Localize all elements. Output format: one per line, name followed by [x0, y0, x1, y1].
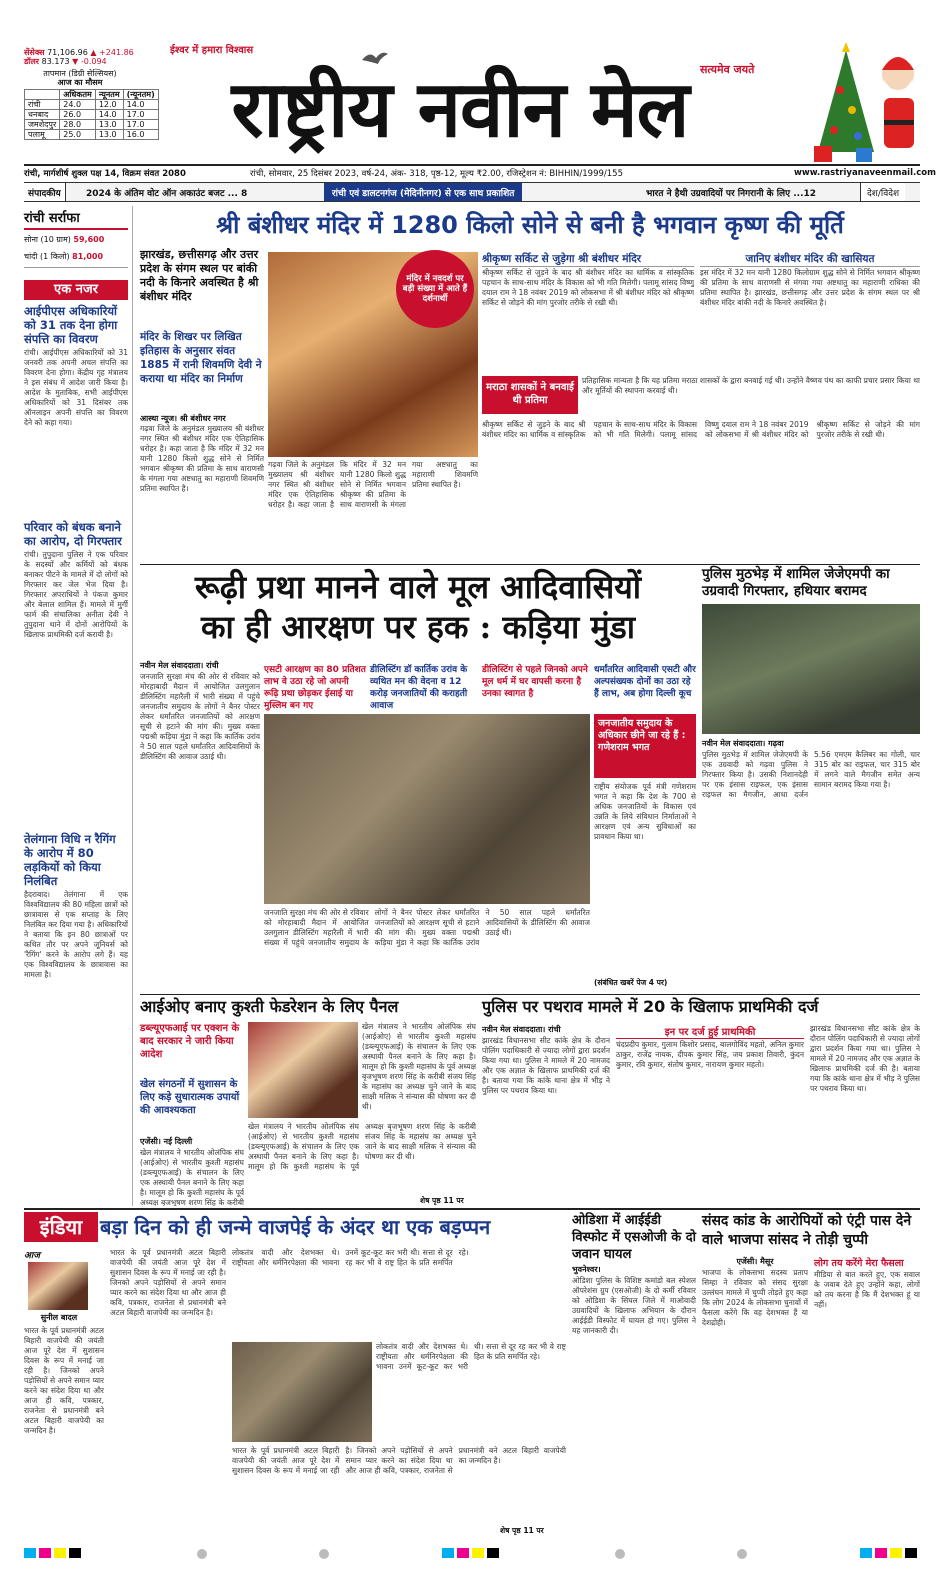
police2-headline: पुलिस पर पथराव मामले में 20 के खिलाफ प्राथमिकी दर्ज — [482, 997, 819, 1016]
brief-3-text: हैदराबाद। तेलंगाना में एक विश्वविद्यालय की 80 महिला छात्रों को छात्रावास से एक सप्ताह के लिए निलंबित कर दिया गया है। अधिकारियों ने बताया कि इन 80 छात्राओं पर कथित तौर पर अपने जूनियर्स को 'रैगिंग' करने के आरोप लगे हैं। यह एक विश्वविद्यालय के छात्रावास का मामला है। — [24, 890, 128, 979]
main2-continued: (संबंधित खबरें पेज 4 पर) — [594, 978, 668, 987]
lead-sub2: जानिए बंशीधर मंदिर की खासियत — [700, 252, 920, 267]
weather-cell: रांची — [25, 100, 60, 110]
dateline-center: रांची, सोमवार, 25 दिसंबर 2023, वर्ष-24, अंक- 318, पृष्ठ-12, मूल्य ₹2.00, रजिस्ट्रेशन नं: BIHHIN/1999/155 — [250, 169, 623, 179]
weather-cell: 17.0 — [123, 120, 158, 130]
author-photo — [28, 1262, 88, 1310]
motto-right: सत्यमेव जयते — [700, 63, 755, 76]
main2-byline: नवीन मेल संवाददाता। रांची — [140, 661, 219, 670]
lead-body-col5: प्रतिहासिक मान्यता है कि यह प्रतिमा मराठा शासकों के द्वारा बनवाई गई थी। उन्होंने वैष्णव पंथ का काफी प्रचार प्रसार किया था और मूर्तियों की स्थापना करवाई थी। — [582, 376, 920, 395]
main2-quote-4: धर्मांतरित आदिवासी एसटी और अल्पसंख्यक दोनों का उठा रहे हैं लाभ, अब होगा दिल्ली कूच — [594, 665, 696, 699]
bottom1-body-col4: भारत के पूर्व प्रधानमंत्री अटल बिहारी वाजपेयी की जयंती आज पूरे देश में सुशासन दिवस के रूप में मनाई जा रही है। जिनको अपने पड़ोसियों से अपने समान प्यार करने का संदेश दिया था और आज ही कवि, पत्रकार, राजनेता से प्रधानमंत्री बने अटल बिहारी वाजपेयी का जन्मदिन है। — [232, 1446, 566, 1475]
bullion-title: रांची सर्राफा — [24, 208, 128, 230]
dollar-value: 83.173 — [41, 57, 70, 66]
sports-headline: आईओए बनाए कुश्ती फेडरेशन के लिए पैनल — [140, 997, 399, 1016]
weather-row — [25, 120, 159, 130]
rally-photo — [264, 714, 590, 904]
gold-label: सोना (10 ग्राम) — [24, 235, 71, 244]
weather-cell: 25.0 — [60, 130, 96, 140]
brief-1 — [24, 304, 128, 498]
main2-body-under-photo: जनजाति सुरक्षा मंच की ओर से रविवार को मोरहाबादी मैदान में आयोजित उलगुलान डीलिस्टिंग महारैली में भारी संख्या में पहुंचे जनजातीय समुदाय के लोगों ने बैनर पोस्टर लेकर धर्मांतरित जनजातियों को आरक्षण सूची से हटाने की मांग की। मुख्य वक्ता पद्मश्री कड़िया मुंडा ने कहा कि कार्तिक उरांव ने 50 साल पहले धर्मांतरित आदिवासियों के डीलिस्टिंग की आवाज उठाई थी। — [264, 908, 590, 947]
police2-body-right: झारखंड विधानसभा सीट कांके क्षेत्र के दौरान पोलिंग पदाधिकारी से ज्यादा लोगों द्वारा प्रदर्शन किया गया था। पुलिस ने मामले में 20 नामजद और एक अज्ञात के खिलाफ प्राथमिकी दर्ज की है। बताया गया कि कांके थाना क्षेत्र में भीड़ ने पुलिस पर पथराव किया था। — [810, 1024, 920, 1093]
bottom1-author-name: सुनील बादल — [40, 1313, 78, 1322]
weather-cell: 24.0 — [60, 100, 96, 110]
temperature-label: तापमान (डिग्री सेल्सियस) — [43, 69, 117, 78]
newspaper-title: राष्ट्रीय नवीन मेल — [231, 64, 689, 155]
weather-header-cell: अधिकतम — [60, 90, 96, 100]
lead-sub3-box — [482, 376, 578, 414]
website: www.rastriyanaveenmail.com — [794, 168, 936, 178]
weather-cell: 28.0 — [60, 120, 96, 130]
sports-deck2: खेल संगठनों में सुशासन के लिए कड़े सुधारात्मक उपायों की आवश्यकता — [140, 1079, 240, 1116]
lead-headline: श्री बंशीधर मंदिर में 1280 किलो सोने से बनी है भगवान कृष्ण की मूर्ति — [216, 211, 844, 239]
weather-cell: 14.0 — [95, 110, 123, 120]
brief-3-headline: तेलंगाना विधि न रैगिंग के आरोप में 80 लड़कियों को किया निलंबित — [24, 832, 116, 888]
section-rule-2 — [140, 994, 920, 995]
weather-cell: धनबाद — [25, 110, 60, 120]
main2-headline-line2: का ही आरक्षण पर हक : कड़िया मुंडा — [200, 608, 636, 646]
ticker-item-right[interactable]: भारत ने हैथी उग्रवादियों पर निगरानी के लिए ...12 — [646, 189, 817, 199]
brief-2 — [24, 520, 128, 820]
bullion-box — [24, 208, 128, 268]
main2-quote-box-text: जनजातीय समुदाय के अधिकार छीने जा रहे हैं : गणेशराम भगत — [598, 718, 686, 753]
lead-deck: झारखंड, छत्तीसगढ़ और उत्तर प्रदेश के संगम स्थल पर बांकी नदी के किनारे अवस्थित है श्री बंशीधर मंदिर — [140, 248, 259, 303]
motto-left: ईश्वर में हमारा विश्वास — [170, 45, 254, 56]
bottom2-headline: ओडिशा में आईईडी विस्फोट में एसओजी के दो जवान घायल — [572, 1213, 697, 1262]
police-arrest-photo — [702, 604, 920, 734]
sports-body-col1: खेल मंत्रालय ने भारतीय ओलंपिक संघ (आईओए) से भारतीय कुश्ती महासंघ (डब्ल्यूएफआई) के संचालन के लिए एक अस्थायी पैनल बनाने के लिए कहा है। मालूम हो कि कुश्ती महासंघ के पूर्व अध्यक्ष बृजभूषण शरण सिंह के करीबी — [140, 1148, 244, 1206]
bottom1-body-col3: लोकतंत्र वादी और देशभक्त थे। राष्ट्रीयता और धर्मनिरपेक्षता की भावना उनमें कूट-कूट कर भरी थी। सत्ता से दूर रह कर भी वे राष्ट्र हित के प्रति समर्पित रहे। — [232, 1248, 469, 1267]
police2-sub: इन पर दर्ज हुई प्राथमिकी — [616, 1024, 804, 1039]
sensex-label: सेंसेक्स — [24, 48, 45, 57]
sensex-value: 71,106.96 — [47, 48, 88, 57]
lead-body-under-photo: गढ़वा जिले के अनुमंडल मुख्यालय श्री बंशीधर नगर स्थित श्री बंशीधर मंदिर एक ऐतिहासिक धरोहर है। कहा जाता है कि मंदिर में 32 मन यानी 1280 किलो शुद्ध सोने से निर्मित भगवान श्रीकृष्ण की प्रतिमा के साथ वाराणसी के मंगला गया अष्टधातु का महाराणी शिवमणि प्रतिमा स्थापित है। — [268, 460, 478, 509]
section-rule-3 — [24, 1208, 920, 1210]
sports-deck1: डब्ल्यूएफआई पर एक्शन के बाद सरकार ने जारी किया आदेश — [140, 1023, 240, 1060]
brief-2-text: रांची। तुपुदाना पुलिस ने एक परिवार के सदस्यों और कर्मियों को बंधक बनाकर पीटने के मामले में दो लोगों को गिरफ्तार कर जेल भेज दिया है। गिरफ्तार अपराधियों ने पंकज कुमार और बेलाल शामिल हैं। मामले में मुर्गी फार्म की संचालिका अनीता देवी ने तुपुदाना थाने में दोनों आरोपियों के खिलाफ प्राथमिकी दर्ज करायी है। — [24, 550, 128, 639]
ticker-bar — [24, 182, 920, 202]
brief-2-headline: परिवार को बंधक बनाने का आरोप, दो गिरफ्तार — [24, 520, 122, 548]
bottom3-body: भाजपा के लोकसभा सदस्य प्रताप सिम्हा ने रविवार को संसद सुरक्षा उल्लंघन मामले में चुप्पी तोड़ते हुए कहा कि लोग 2024 के लोकसभा चुनावों में फैसला करेंगे कि वह देशभक्त हैं या देशद्रोही। — [702, 1268, 808, 1327]
bottom1-tag: इंडिया — [24, 1212, 98, 1242]
silver-value: 81,000 — [72, 252, 104, 261]
ticker-item-left[interactable]: 2024 के अंतिम वोट ऑन अकाउंट बजट ... 8 — [86, 189, 248, 199]
photo-badge — [396, 250, 474, 328]
main2-body-col-right: राष्ट्रीय संयोजक पूर्व मंत्री गणेशराम भगत ने कहा कि देश के 700 से अधिक जनजातियों के विकास एवं उन्नति के लिये संविधान निर्माताओं ने आरक्षण एवं अन्य सुविधाओं का प्रावधान किया था। — [594, 782, 696, 841]
photo-badge-text: मंदिर में नवदर्श पर बड़ी संख्या में आते हैं दर्शनार्थी — [402, 274, 468, 304]
weather-table — [24, 89, 159, 140]
ticker-label-left: संपादकीय — [24, 183, 66, 201]
vajpayee-photo — [232, 1342, 372, 1442]
police2-byline: नवीन मेल संवाददाता। रांची — [482, 1025, 561, 1034]
lead-body-col4: इस मंदिर में 32 मन यानी 1280 किलोग्राम शुद्ध सोने से निर्मित भगवान श्रीकृष्ण की प्रतिमा के साथ वाराणसी से मंगवा गया अष्टधातु का महाराणी राधिका की प्रतिमा स्थापित है। झारखंड, छत्तीसगढ़ और उत्तर प्रदेश के संगम स्थल पर श्री बंशीधर मंदिर बांकी नदी के किनारे अवस्थित है। — [700, 268, 920, 307]
weather-row — [25, 130, 159, 140]
ticker-label-right: देश/विदेश — [860, 183, 905, 201]
bottom3-headline: संसद कांड के आरोपियों को एंट्री पास देने वाले भाजपा सांसद ने तोड़ी चुप्पी — [702, 1213, 912, 1248]
weather-label: आज का मौसम — [57, 78, 103, 87]
market-panel — [24, 48, 155, 183]
weather-row — [25, 110, 159, 120]
sports-person-photo — [248, 1022, 358, 1118]
bottom3-byline: एजेंसी। मैसूर — [736, 1257, 774, 1266]
section-title-ek-nazar: एक नजर — [24, 280, 128, 300]
sports-body-col3: खेल मंत्रालय ने भारतीय ओलंपिक संघ (आईओए) से भारतीय कुश्ती महासंघ (डब्ल्यूएफआई) के संचालन के लिए एक अस्थायी पैनल बनाने के लिए कहा है। मालूम हो कि कुश्ती महासंघ के पूर्व अध्यक्ष बृजभूषण शरण सिंह के करीबी संजय सिंह के महासंघ का अध्यक्ष चुने जाने के बाद साक्षी मलिक ने संन्यास की घोषणा कर दी थी। — [362, 1022, 476, 1111]
weather-header-cell: (न्यूनतम) — [123, 90, 158, 100]
lead-sub3: मराठा शासकों ने बनवाई थी प्रतिमा — [486, 382, 574, 406]
weather-cell: 13.0 — [95, 120, 123, 130]
weather-cell: 17.0 — [123, 110, 158, 120]
dateline-left: रांची, मार्गशीर्ष शुक्ल पक्ष 14, विक्रम संवत 2080 — [24, 169, 186, 179]
bottom1-author-label: आज — [24, 1251, 40, 1261]
ticker-center: रांची एवं डालटनगंज (मेदिनीनगर) से एक साथ प्रकाशित — [324, 183, 522, 201]
sports-continued: शेष पृष्ठ 11 पर — [420, 1196, 464, 1205]
sports-byline: एजेंसी। नई दिल्ली — [140, 1137, 193, 1146]
weather-cell: पलामू — [25, 130, 60, 140]
main2-quote-box — [594, 714, 696, 778]
weather-header-row — [25, 90, 159, 100]
weather-cell: जमशेदपुर — [25, 120, 60, 130]
lead-body-col1: गढ़वा जिले के अनुमंडल मुख्यालय श्री बंशीधर नगर स्थित श्री बंशीधर मंदिर एक ऐतिहासिक धरोहर है। कहा जाता है कि मंदिर में 32 मन यानी 1280 किलो शुद्ध सोने से निर्मित भगवान श्रीकृष्ण की प्रतिमा के साथ वाराणसी के मंगला गया अष्टधातु का महाराणी शिवमणि प्रतिमा स्थापित है। — [140, 424, 264, 493]
bottom1-body-col2: भारत के पूर्व प्रधानमंत्री अटल बिहारी वाजपेयी की जयंती आज पूरे देश में सुशासन दिवस के रूप में मनाई जा रही है। जिनको अपने पड़ोसियों से अपने समान प्यार करने का संदेश दिया था और आज ही कवि, पत्रकार, राजनेता से प्रधानमंत्री बने अटल बिहारी वाजपेयी का जन्मदिन है। — [110, 1248, 226, 1317]
weather-cell: 14.0 — [123, 100, 158, 110]
police1-byline: नवीन मेल संवाददाता। गढ़वा — [702, 739, 784, 748]
dollar-label: डॉलर — [24, 57, 40, 66]
lead-sub1: श्रीकृष्ण सर्किट से जुड़ेगा श्री बंशीधर मंदिर — [482, 252, 694, 267]
weather-header-cell — [25, 90, 60, 100]
color-registration-strip — [24, 1548, 920, 1560]
bottom2-body: ओडिशा पुलिस के विशिष्ट कमांडो बल स्पेशल ऑपरेशंस ग्रुप (एसओजी) के दो कर्मी रविवार को ओडिशा के सिंघल जिले में माओवादी उग्रवादियों के खिलाफ अभियान के दौरान आईईडी विस्फोट में घायल हो गए। पुलिस ने यह जानकारी दी। — [572, 1276, 696, 1335]
masthead-rule — [24, 164, 920, 166]
sidebar-divider — [132, 206, 133, 1206]
main2-quote-3: डीलिस्टिंग से पहले जिनको अपने मूल धर्म में घर वापसी करना है उनका स्वागत है — [482, 665, 588, 699]
lead-byline: आस्था न्यूज। श्री बंशीधर नगर — [140, 414, 226, 423]
weather-cell: 12.0 — [95, 100, 123, 110]
main2-quote-1: एसटी आरक्षण का 80 प्रतिशत लाभ वे उठा रहे जो अपनी रूढ़ि प्रथा छोड़कर ईसाई या मुस्लिम बन गए — [264, 665, 366, 711]
section-rule-1 — [140, 564, 920, 565]
bottom1-continued: शेष पृष्ठ 11 पर — [500, 1526, 544, 1535]
brief-1-headline: आईपीएस अधिकारियों को 31 तक देना होगा संपत्ति का विवरण — [24, 304, 118, 346]
lead-deck2: मंदिर के शिखर पर लिखित इतिहास के अनुसार संवत 1885 में रानी शिवमणि देवी ने कराया था मंदिर का निर्माण — [140, 331, 262, 385]
police2-names: चंदप्रदीप कुमार, गुलाम किशोर प्रसाद, बालगोविंद महतो, अनिल कुमार ठाकुर, राजेंद्र नायक, दीपक कुमार सिंह, जय प्रकाश तिवारी, कुंदन कुमार, रवि कुमार, संतोष कुमार, नारायण कुमार महतो। — [616, 1040, 804, 1069]
brief-1-text: रांची। आईपीएस अधिकारियों को 31 जनवरी तक अपनी अचल संपत्ति का विवरण देना होगा। केंद्रीय गृह मंत्रालय ने इस संबंध में आदेश जारी किया है। आदेश के मुताबिक, सभी आईपीएस अधिकारियों को 31 दिसंबर तक ऑनलाइन अपनी संपत्ति का विवरण देने को कहा गया। — [24, 348, 128, 427]
christmas-tree-illustration — [806, 40, 926, 168]
police1-headline: पुलिस मुठभेड़ में शामिल जेजेएमपी का उग्रवादी गिरफ्तार, हथियार बरामद — [702, 566, 890, 599]
bottom2-byline: भुवनेश्वर। — [572, 1265, 601, 1274]
bottom3-sidebar-body: मीडिया से बात करते हुए, एक सवाल के जवाब देते हुए उन्होंने कहा, लोगों को तय करना है कि मैं देशभक्त हूं या नहीं। — [814, 1270, 920, 1309]
weather-cell: 13.0 — [95, 130, 123, 140]
weather-header-cell: न्यूनतम — [95, 90, 123, 100]
brief-3 — [24, 832, 128, 1206]
weather-row — [25, 100, 159, 110]
sports-body-col2: खेल मंत्रालय ने भारतीय ओलंपिक संघ (आईओए) से भारतीय कुश्ती महासंघ (डब्ल्यूएफआई) के संचालन के लिए एक अस्थायी पैनल बनाने के लिए कहा है। मालूम हो कि कुश्ती महासंघ के पूर्व अध्यक्ष बृजभूषण शरण सिंह के करीबी संजय सिंह के महासंघ का अध्यक्ष चुने जाने के बाद साक्षी मलिक ने संन्यास की घोषणा कर दी थी। — [248, 1122, 476, 1171]
main2-quote-2: डीलिस्टिंग डॉ कार्तिक उरांव के व्यथित मन की वेदना व 12 करोड़ जनजातियों की कराहती आवाज — [370, 665, 468, 711]
weather-cell: 26.0 — [60, 110, 96, 120]
bottom1-body-col1: भारत के पूर्व प्रधानमंत्री अटल बिहारी वाजपेयी की जयंती आज पूरे देश में सुशासन दिवस के रूप में मनाई जा रही है। जिनको अपने पड़ोसियों से अपने समान प्यार करने का संदेश दिया था और आज ही कवि, पत्रकार, राजनेता से प्रधानमंत्री बने अटल बिहारी वाजपेयी का जन्मदिन है। — [24, 1326, 104, 1435]
main2-headline-line1: रूढ़ी प्रथा मानने वाले मूल आदिवासियों — [194, 568, 642, 606]
sensex-change: ▲ +241.86 — [90, 48, 134, 57]
lead-body-bottom: श्रीकृष्ण सर्किट से जुड़ने के बाद श्री बंशीधर मंदिर का धार्मिक व सांस्कृतिक पहचान के साथ-साथ मंदिर के विकास को भी गति मिलेगी। पलामू सांसद विष्णु दयाल राम ने 18 नवंबर 2019 को लोकसभा में श्री बंशीधर मंदिर को श्रीकृष्ण सर्किट से जोड़ने की मांग पुरजोर तरीके से रखी थी। — [482, 420, 920, 439]
silver-label: चांदी (1 किलो) — [24, 252, 70, 261]
bottom1-body-col5: लोकतंत्र वादी और देशभक्त थे। राष्ट्रीयता और धर्मनिरपेक्षता की भावना उनमें कूट-कूट कर भरी थी। सत्ता से दूर रह कर भी वे राष्ट्र हित के प्रति समर्पित रहे। — [376, 1342, 566, 1371]
weather-cell: 16.0 — [123, 130, 158, 140]
main2-body-col1: जनजाति सुरक्षा मंच की ओर से रविवार को मोरहाबादी मैदान में आयोजित उलगुलान डीलिस्टिंग महारैली में भारी संख्या में पहुंचे जनजातीय समुदाय के लोगों ने बैनर पोस्टर लेकर धर्मांतरित जनजातियों को आरक्षण सूची से हटाने की मांग की। मुख्य वक्ता पद्मश्री कड़िया मुंडा ने कहा कि कार्तिक उरांव ने 50 साल पहले धर्मांतरित आदिवासियों के डीलिस्टिंग की आवाज उठाई थी। — [140, 672, 260, 761]
lead-body-col3: श्रीकृष्ण सर्किट से जुड़ने के बाद श्री बंशीधर मंदिर का धार्मिक व सांस्कृतिक पहचान के साथ-साथ मंदिर के विकास को भी गति मिलेगी। पलामू सांसद विष्णु दयाल राम ने 18 नवंबर 2019 को लोकसभा में श्री बंशीधर मंदिर को श्रीकृष्ण सर्किट से जोड़ने की मांग पुरजोर तरीके से रखी थी। — [482, 268, 694, 307]
dollar-change: ▼ -0.094 — [72, 57, 107, 66]
police1-body: पुलिस मुठभेड़ में शामिल जेजेएमपी के एक उग्रवादी को गढ़वा पुलिस ने गिरफ्तार किया है। उसकी निशानदेही पर एक इंसास राइफल, एक इंसास राइफल का मैगजीन, आधा दर्जन 5.56 एमएम कैलिबर का गोली, चार 315 बोर का राइफल, चार 315 बोर में लगने वाले मैगजीन समेत अन्य सामान बरामद किया गया है। — [702, 750, 920, 799]
police2-body: झारखंड विधानसभा सीट कांके क्षेत्र के दौरान पोलिंग पदाधिकारी से ज्यादा लोगों द्वारा प्रदर्शन किया गया था। पुलिस ने मामले में 20 नामजद और एक अज्ञात के खिलाफ प्राथमिकी दर्ज की है। बताया गया कि कांके थाना क्षेत्र में भीड़ ने पुलिस पर पथराव किया था। — [482, 1036, 610, 1095]
bottom3-sidebar-title: लोग तय करेंगे मेरा फैसला — [814, 1258, 904, 1269]
bottom1-headline: बड़ा दिन को ही जन्मे वाजपेई के अंदर था एक बड़प्पन — [100, 1215, 491, 1239]
gold-value: 59,600 — [73, 235, 105, 244]
